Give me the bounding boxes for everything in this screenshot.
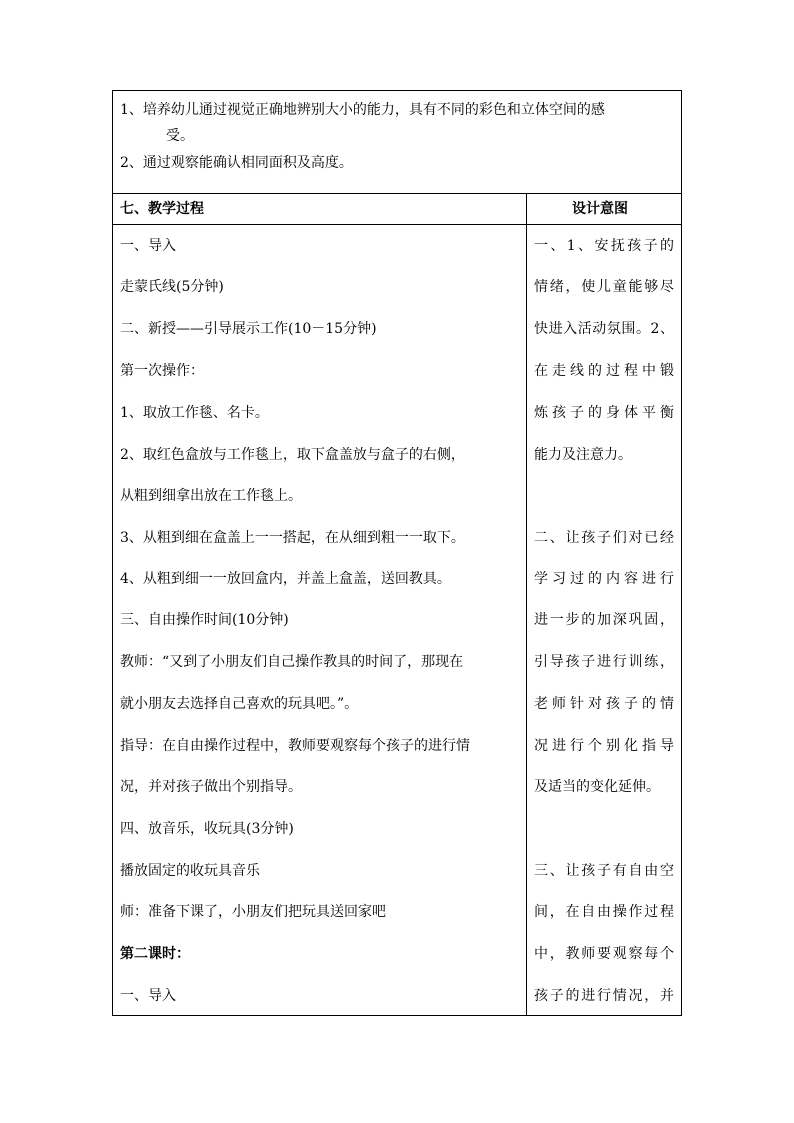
intent-line: 学习过的内容进行 xyxy=(534,571,674,587)
process-line: 指导：在自由操作过程中，教师要观察每个孩子的进行情 xyxy=(120,738,470,754)
intent-line: 进一步的加深巩固， xyxy=(534,612,674,628)
objective-line: 受。 xyxy=(166,128,194,144)
process-line: 2、取红色盒放与工作毯上，取下盒盖放与盒子的右侧， xyxy=(120,447,465,463)
intent-line: 况进行个别化指导 xyxy=(534,738,674,754)
intent-line: 一、1、安抚孩子的 xyxy=(534,238,674,254)
process-line: 走蒙氏线(5分钟) xyxy=(120,279,224,295)
process-line: 三、自由操作时间(10分钟) xyxy=(120,612,289,628)
process-line: 一、导入 xyxy=(120,238,176,254)
process-line: 第二课时： xyxy=(120,946,190,962)
process-line: 从粗到细拿出放在工作毯上。 xyxy=(120,488,302,504)
process-line: 1、取放工作毯、名卡。 xyxy=(120,405,269,421)
intent-line: 快进入活动氛围。2、 xyxy=(534,321,674,337)
intent-line: 在走线的过程中锻 xyxy=(534,363,674,379)
process-line: 四、放音乐，收玩具(3分钟) xyxy=(120,821,294,837)
intent-line: 三、让孩子有自由空 xyxy=(534,863,674,879)
process-line: 师：准备下课了，小朋友们把玩具送回家吧 xyxy=(120,904,386,920)
column-divider xyxy=(526,193,527,1016)
process-line: 4、从粗到细一一放回盒内，并盖上盒盖，送回教具。 xyxy=(120,571,451,587)
intent-line: 及适当的变化延伸。 xyxy=(534,779,660,795)
intent-line: 情绪，使儿童能够尽 xyxy=(534,279,674,295)
process-header: 七、教学过程 xyxy=(120,201,204,217)
intent-line: 孩子的进行情况，并 xyxy=(534,988,674,1004)
intent-header: 设计意图 xyxy=(572,201,628,217)
intent-line: 中，教师要观察每个 xyxy=(534,946,674,962)
process-line: 第一次操作： xyxy=(120,363,204,379)
intent-line: 能力及注意力。 xyxy=(534,447,632,463)
row-divider-header xyxy=(112,224,682,225)
process-line: 二、新授——引导展示工作(10－15分钟) xyxy=(120,321,377,337)
objective-line: 2、通过观察能确认相同面积及高度。 xyxy=(120,155,353,171)
intent-line: 老师针对孩子的情 xyxy=(534,696,674,712)
process-line: 3、从粗到细在盒盖上一一搭起，在从细到粗一一取下。 xyxy=(120,530,465,546)
process-line: 播放固定的收玩具音乐 xyxy=(120,863,260,879)
row-divider-objectives xyxy=(112,193,682,194)
intent-line: 间，在自由操作过程 xyxy=(534,904,674,920)
intent-line: 引导孩子进行训练， xyxy=(534,654,674,670)
intent-line: 二、让孩子们对已经 xyxy=(534,530,674,546)
objective-line: 1、培养幼儿通过视觉正确地辨别大小的能力，具有不同的彩色和立体空间的感 xyxy=(120,102,605,118)
process-line: 况，并对孩子做出个别指导。 xyxy=(120,779,302,795)
process-line: 教师：“又到了小朋友们自己操作教具的时间了，那现在 xyxy=(120,654,464,670)
intent-line: 炼孩子的身体平衡 xyxy=(534,405,674,421)
process-line: 一、导入 xyxy=(120,988,176,1004)
process-line: 就小朋友去选择自己喜欢的玩具吧。”。 xyxy=(120,696,359,712)
